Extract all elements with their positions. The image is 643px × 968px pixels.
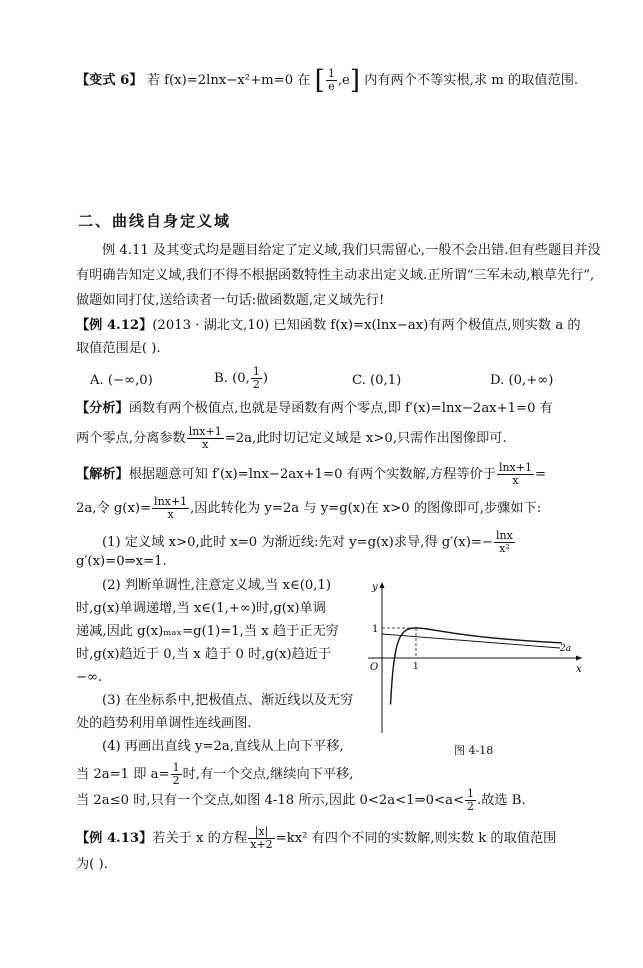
step-2-line-5: −∞. bbox=[76, 670, 103, 685]
example-4-13-line-2: 为( ). bbox=[76, 857, 108, 872]
option-d: D. (0,+∞) bbox=[490, 373, 554, 388]
variant6-tag: 【变式 6】 bbox=[76, 73, 143, 88]
step-4-line-2: 当 2a=1 即 a= $\frac{1}{2}$ 时,有一个交点,继续向下平移, bbox=[76, 761, 354, 787]
fraction-abs-x: $\frac{|x|}{x+2}$ bbox=[250, 825, 273, 851]
x-axis-arrow-icon bbox=[576, 656, 582, 661]
y-tick-1: 1 bbox=[372, 624, 379, 635]
fraction-derivative: $\frac{\ln x}{\text{x²}}$ bbox=[495, 529, 513, 555]
variant6-text-a: 若 f(x)=2lnx−x²+m=0 在 bbox=[146, 73, 311, 88]
step-2-line-2: 时,g(x)单调递增,当 x∈(1,+∞)时,g(x)单调 bbox=[76, 601, 326, 616]
analysis-line-2: 两个零点,分离参数 $\frac{\ln x+1}{x}$ =2a,此时切记定义域是 x>0,只需作出图像即可. bbox=[76, 425, 507, 451]
step-2-line-1: (2) 判断单调性,注意定义域,当 x∈(0,1) bbox=[102, 578, 331, 593]
variant6-line: 【变式 6】 若 f(x)=2lnx−x²+m=0 在 [ $\frac{1}{e}$ ,e] 内有两个不等实根,求 m 的取值范围. bbox=[76, 65, 579, 96]
fraction-solution-2: $\frac{\ln x+1}{x}$ bbox=[154, 495, 188, 521]
step-2-line-4: 时,g(x)趋近于 0,当 x 趋于 0 时,g(x)趋近于 bbox=[76, 647, 332, 662]
solution-tag: 【解析】 bbox=[76, 467, 129, 482]
figure-caption: 图 4-18 bbox=[454, 744, 494, 757]
example-4-13-tag: 【例 4.13】 bbox=[76, 831, 153, 846]
x-tick-1: 1 bbox=[413, 662, 419, 672]
solution-line-1: 【解析】根据题意可知 f′(x)=lnx−2ax+1=0 有两个实数解,方程等价于 $\frac{\ln x+1}{x}$ = bbox=[76, 461, 547, 487]
example-4-12-line-1: 【例 4.12】(2013 · 湖北文,10) 已知函数 f(x)=x(lnx−ax)有两个极值点,则实数 a 的 bbox=[76, 318, 581, 333]
solution-line-2: 2a,令 g(x)= $\frac{\ln x+1}{x}$ ,因此转化为 y=2a 与 y=g(x)在 x>0 的图像即可,步骤如下: bbox=[76, 495, 542, 521]
analysis-tag: 【分析】 bbox=[76, 401, 129, 416]
intro-line-1: 例 4.11 及其变式均是题目给定了定义域,我们只需留心,一般不会出错.但有些题目并没 bbox=[102, 243, 601, 258]
x-axis-label: x bbox=[576, 664, 582, 675]
option-a: A. (−∞,0) bbox=[90, 373, 153, 388]
y-axis-arrow-icon bbox=[380, 582, 385, 588]
example-4-12-line-2: 取值范围是( ). bbox=[76, 341, 161, 356]
fraction-a-half: $\frac{1}{2}$ bbox=[172, 761, 180, 787]
example-4-13-line-1: 【例 4.13】若关于 x 的方程 $\frac{|x|}{x+2}$ =kx² 有四个不同的实数解,则实数 k 的取值范围 bbox=[76, 825, 557, 851]
final-line: 当 2a≤0 时,只有一个交点,如图 4-18 所示,因此 0<2a<1⇒0<a< $\frac{1}{2}$ .故选 B. bbox=[76, 787, 526, 813]
step-2-line-3: 递减,因此 g(x)ₘₐₓ=g(1)=1,当 x 趋于正无穷 bbox=[76, 624, 339, 639]
step-1-cont: g′(x)=0⇒x=1. bbox=[76, 554, 167, 569]
fraction-1-over-e: $\frac{1}{e}$ bbox=[327, 67, 335, 93]
intro-line-2: 有明确告知定义域,我们不得不根据函数特性主动求出定义域.正所谓“三军未动,粮草先行”, bbox=[76, 268, 595, 283]
analysis-line-1: 【分析】函数有两个极值点,也就是导函数有两个零点,即 f′(x)=lnx−2ax+1=0 有 bbox=[76, 401, 553, 416]
y-axis-label: y bbox=[372, 582, 378, 593]
fraction-final-half: $\frac{1}{2}$ bbox=[467, 787, 475, 813]
option-b: B. (0, $\frac{1}{2}$ ) bbox=[214, 365, 268, 391]
fraction-lnx-plus-1-over-x: $\frac{\ln x+1}{x}$ bbox=[188, 425, 222, 451]
step-3-line-2: 处的趋势利用单调性连线画图. bbox=[76, 716, 252, 731]
fraction-half: $\frac{1}{2}$ bbox=[252, 365, 260, 391]
example-4-12-tag: 【例 4.12】 bbox=[76, 318, 153, 333]
fraction-solution-1: $\frac{\ln x+1}{x}$ bbox=[498, 461, 532, 487]
section-heading: 二、曲线自身定义域 bbox=[78, 212, 232, 230]
intro-line-3: 做题如同打仗,送给读者一句话:做函数题,定义域先行! bbox=[76, 293, 385, 308]
step-1: (1) 定义域 x>0,此时 x=0 为渐近线:先对 y=g(x)求导,得 g′(x)=− $\frac{\ln x}{\text{x²}}$ bbox=[102, 529, 513, 555]
right-bracket: ] bbox=[349, 65, 360, 96]
line-2a-label: 2a bbox=[560, 644, 572, 654]
left-bracket: [ bbox=[314, 65, 325, 96]
origin-label: O bbox=[370, 662, 379, 673]
variant6-text-b: 内有两个不等实根,求 m 的取值范围. bbox=[364, 73, 579, 88]
option-c: C. (0,1) bbox=[352, 373, 402, 388]
step-4-line-1: (4) 再画出直线 y=2a,直线从上向下平移, bbox=[102, 739, 344, 754]
step-3-line-1: (3) 在坐标系中,把极值点、渐近线以及无穷 bbox=[102, 693, 354, 708]
figure-4-18 bbox=[360, 578, 590, 738]
